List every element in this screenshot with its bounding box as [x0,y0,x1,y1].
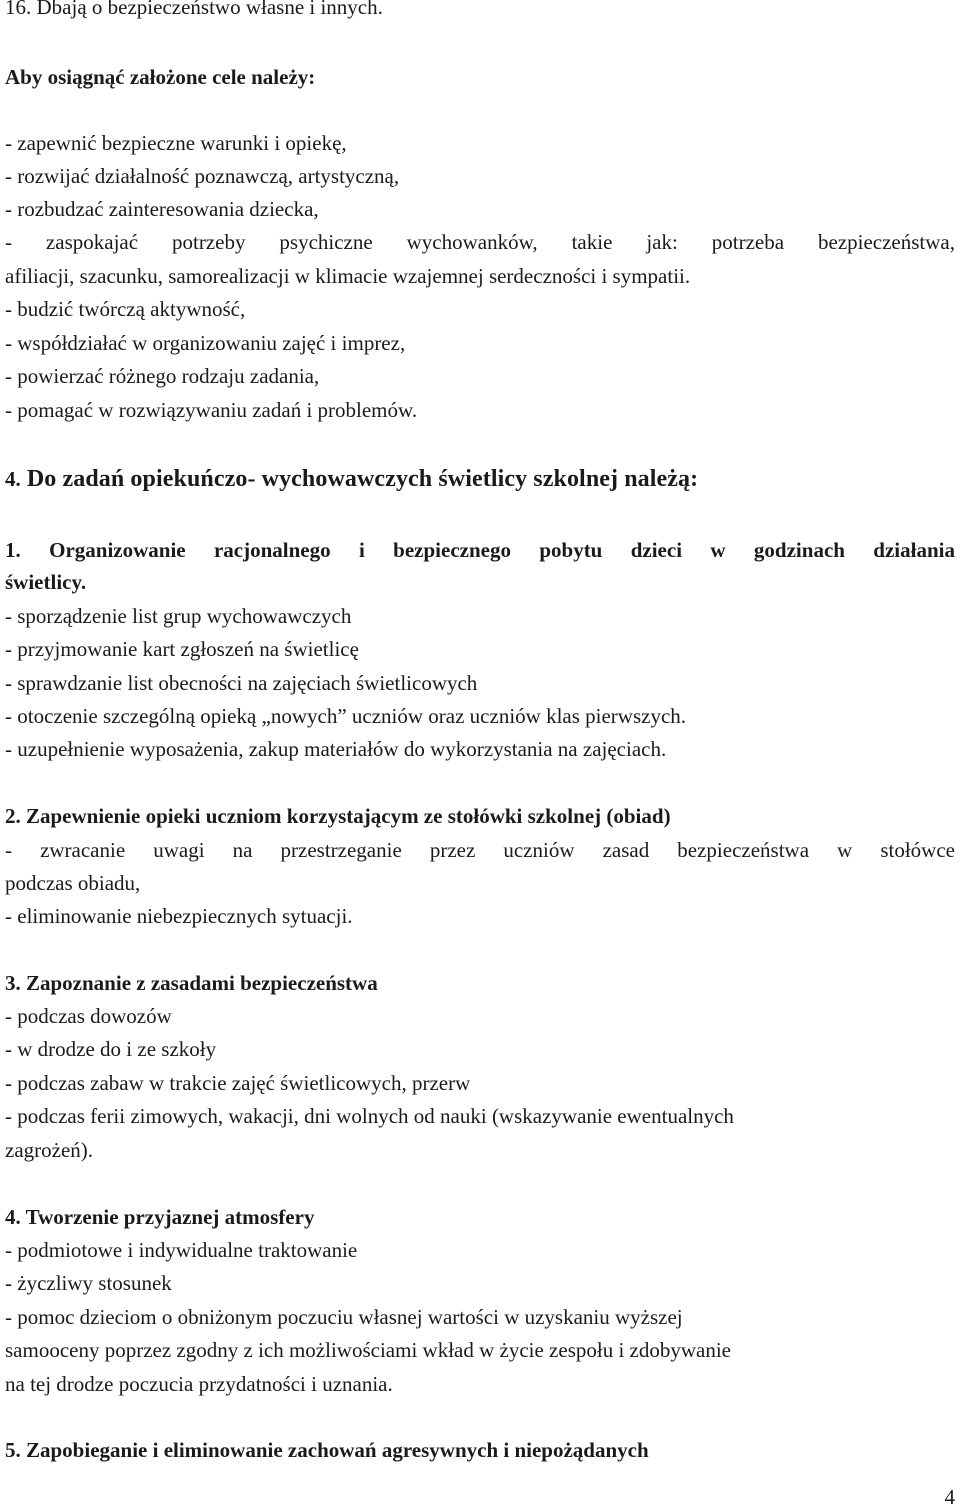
goal-item: - powierzać różnego rodzaju zadania, [5,364,320,388]
task-5-heading: 5. Zapobieganie i eliminowanie zachowań agresywnych i niepożądanych [5,1438,649,1462]
goal-item: - budzić twórczą aktywność, [5,297,246,321]
task-3-item: - podczas dowozów [5,1004,172,1028]
task-2-item: - zwracanie uwagi na przestrzeganie przez uczniów zasad bezpieczeństwa w stołówce [5,838,955,862]
task-4-heading: 4. Tworzenie przyjaznej atmosfery [5,1205,315,1229]
section-4-heading [5,466,698,492]
list-item-16: 16. Dbają o bezpieczeństwo własne i innych. [5,0,383,19]
task-1-item: - sprawdzanie list obecności na zajęciach świetlicowych [5,671,478,695]
goal-item: afiliacji, szacunku, samorealizacji w klimacie wzajemnej serdeczności i sympatii. [5,264,691,288]
task-1-heading: 1. Organizowanie racjonalnego i bezpiecznego pobytu dzieci w godzinach działania [5,538,955,562]
goal-item: - rozwijać działalność poznawczą, artystyczną, [5,164,400,188]
section-4-number: 4. [5,467,21,491]
goal-item: - współdziałać w organizowaniu zajęć i imprez, [5,331,406,355]
task-3-item: - podczas ferii zimowych, wakacji, dni wolnych od nauki (wskazywanie ewentualnych [5,1104,734,1128]
goals-heading: Aby osiągnąć założone cele należy: [5,65,316,89]
task-1-item: - przyjmowanie kart zgłoszeń na świetlicę [5,637,359,661]
task-2-item: podczas obiadu, [5,871,141,895]
task-1-item: - sporządzenie list grup wychowawczych [5,604,352,628]
section-4-title: Do zadań opiekuńczo- wychowawczych świetlicy szkolnej należą: [20,466,699,492]
task-3-item: - w drodze do i ze szkoły [5,1037,217,1061]
goal-item: - rozbudzać zainteresowania dziecka, [5,197,319,221]
goal-item: - zapewnić bezpieczne warunki i opiekę, [5,131,347,155]
task-1-item: - otoczenie szczególną opieką „nowych” uczniów oraz uczniów klas pierwszych. [5,704,687,728]
task-2-item: - eliminowanie niebezpiecznych sytuacji. [5,904,353,928]
goal-item: - pomagać w rozwiązywaniu zadań i problemów. [5,398,418,422]
task-1-item: - uzupełnienie wyposażenia, zakup materiałów do wykorzystania na zajęciach. [5,737,667,761]
task-4-item: - podmiotowe i indywidualne traktowanie [5,1238,358,1262]
task-3-item: zagrożeń). [5,1138,94,1162]
task-3-item: - podczas zabaw w trakcie zajęć świetlicowych, przerw [5,1071,471,1095]
task-4-item: - pomoc dzieciom o obniżonym poczuciu własnej wartości w uzyskaniu wyższej [5,1305,683,1329]
task-4-item: na tej drodze poczucia przydatności i uznania. [5,1372,393,1396]
task-1-heading-cont: świetlicy. [5,570,87,594]
goal-item: - zaspokajać potrzeby psychiczne wychowanków, takie jak: potrzeba bezpieczeństwa, [5,230,955,254]
task-4-item: samooceny poprzez zgodny z ich możliwościami wkład w życie zespołu i zdobywanie [5,1338,732,1362]
task-2-heading: 2. Zapewnienie opieki uczniom korzystającym ze stołówki szkolnej (obiad) [5,804,671,828]
task-3-heading: 3. Zapoznanie z zasadami bezpieczeństwa [5,971,378,995]
task-4-item: - życzliwy stosunek [5,1271,172,1295]
page-number: 4 [944,1485,955,1509]
